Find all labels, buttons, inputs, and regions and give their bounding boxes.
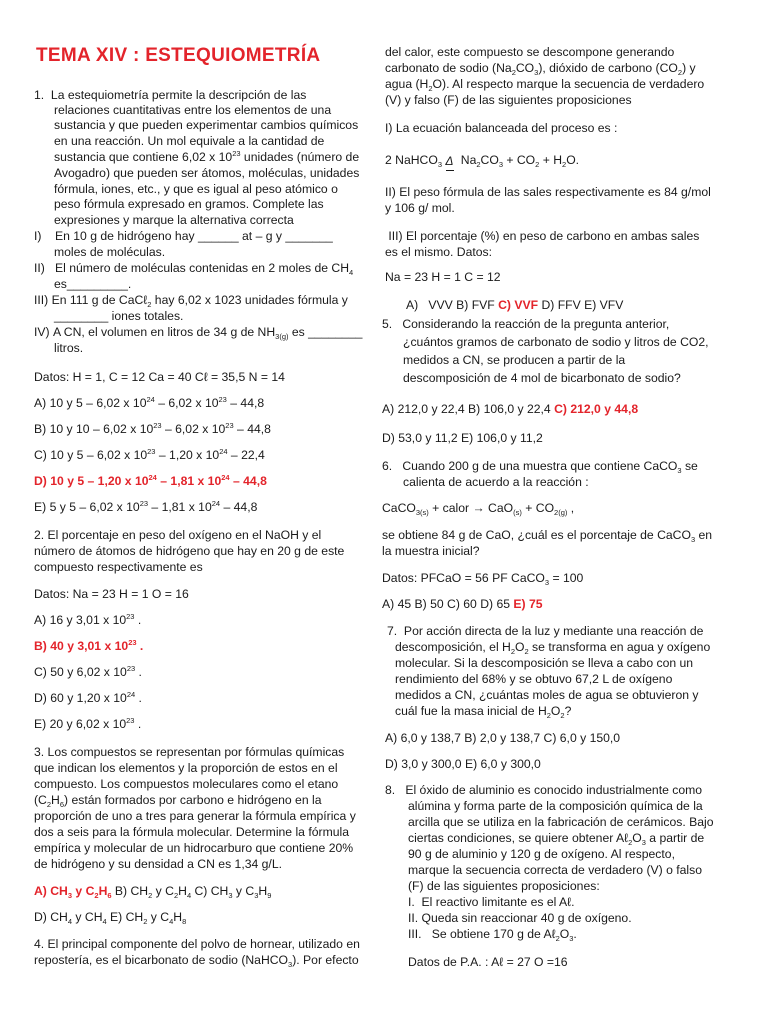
left-text-line: Datos: H = 1, C = 12 Ca = 40 Cℓ = 35,5 N = 14 <box>34 370 285 384</box>
left-text-line: Avogadro) que pueden ser átomos, moléculas, unidades <box>54 166 360 180</box>
left-text-line: 4. El principal componente del polvo de hornear, utilizado en <box>34 937 360 951</box>
left-text-line: B) 40 y 3,01 x $10^{23}$ . <box>34 638 144 653</box>
right-text-line: medidos a CN, se producen a partir de la <box>403 353 626 367</box>
right-text-line: descomposición de 4 mol de bicarbonato de sodio? <box>403 371 681 385</box>
right-text-line: rendimiento del 68% y se obtuvo 67,2 L de oxígeno <box>395 672 673 686</box>
right-text-line: Datos de P.A. : Aℓ = 27 O =16 <box>408 955 568 969</box>
left-text-line: de hidrógeno y su densidad a CN es 1,34 g/L. <box>34 857 282 871</box>
left-text-line: C) 10 y 5 – 6,02 x $10^{23} - 1,20$ x $10^{24} - 22,4$ <box>34 447 265 462</box>
right-text-line: 6. Cuando 200 g de una muestra que contiene CaCO$_3$ se <box>382 459 698 475</box>
right-text-line: I. El reactivo limitante es el Aℓ. <box>408 895 575 909</box>
left-text-line: es_________. <box>54 277 132 291</box>
left-text-line: que indican los elementos y la proporción de estos en el <box>34 761 338 775</box>
right-text-line: Na = 23 H = 1 C = 12 <box>385 270 501 284</box>
right-text-line: agua $(H_2O)$. Al respecto marque la secuencia de verdadero <box>385 77 705 93</box>
left-text-line: D) 10 y 5 – 1,20 x $10^{24} - 1,81$ x $10^{24} - 44,8$ <box>34 473 267 488</box>
right-text-line: carbonato de sodio $(Na_2CO_3)$, dióxido de carbono $(CO_2)$ y <box>385 61 696 77</box>
right-text-line: arcilla que se utiliza en la fabricación de cerámicos. Bajo <box>408 815 714 829</box>
left-text-line: proporción de uno a tres para generar la fórmula empírica y <box>34 809 356 823</box>
page-title: TEMA XIV : ESTEQUIOMETRÍA <box>36 45 321 66</box>
left-text-line: sustancia y que pueden experimentar cambios químicos <box>54 118 359 132</box>
right-text-line: marque la secuencia correcta de verdadero (V) o falso <box>408 863 703 877</box>
left-text-line: relaciones cuantitativas entre los elementos de una <box>54 103 332 117</box>
right-text-line: A) 45 B) 50 C) 60 D) 65 E) 75 <box>382 597 543 611</box>
left-text-line: A) 16 y 3,01 x $10^{23}$ . <box>34 612 142 627</box>
left-text-line: expresiones y marque la alternativa correcta <box>54 213 294 227</box>
right-text-line: II. Queda sin reaccionar 40 g de oxígeno. <box>408 911 632 925</box>
left-text-line: compuesto respectivamente es <box>34 560 203 574</box>
right-text-line: la muestra inicial? <box>382 544 480 558</box>
left-text-line: $(C_2H_6)$ están formados por carbono e hidrógeno en la <box>34 793 322 809</box>
right-text-line: descomposición, el $H_2O_2$ se transforma en agua y oxígeno <box>395 640 711 656</box>
right-text-line: 7. Por acción directa de la luz y mediante una reacción de <box>387 624 704 638</box>
left-text-line: IV) A CN, el volumen en litros de 34 g de $NH_{3(g)}$ es ________ <box>34 325 363 341</box>
left-text-line: E) 20 y 6,02 x $10^{23}$ . <box>34 716 142 731</box>
left-text-line: 2. El porcentaje en peso del oxígeno en el NaOH y el <box>34 528 322 542</box>
right-text-line: ¿cuántos gramos de carbonato de sodio y litros de CO2, <box>403 335 709 349</box>
right-text-line: ciertas condiciones, se quiere obtener $A\ell_2O_3$ a partir de <box>408 831 705 847</box>
left-text-line: III) En 111 g de CaCℓ$_2$ hay 6,02 x 1023 unidades fórmula y <box>34 293 348 309</box>
left-text-line: D) 60 y 1,20 x $10^{24}$ . <box>34 690 142 705</box>
left-text-line: C) 50 y 6,02 x $10^{23}$ . <box>34 664 142 679</box>
left-text-line: en una reacción. Un mol equivale a la cantidad de <box>54 134 325 148</box>
right-text-line: y 106 g/ mol. <box>385 201 455 215</box>
left-text-line: dos a seis para la fórmula molecular. Determine la fórmula <box>34 825 349 839</box>
left-text-line: B) 10 y 10 – 6,02 x $10^{23} - 6,02$ x $10^{23} - 44,8$ <box>34 421 271 436</box>
right-text-line: cuál fue la masa inicial de $H_2O_2$? <box>395 704 572 720</box>
right-text-line: del calor, este compuesto se descompone generando <box>385 45 675 59</box>
right-text-line: 8. El óxido de aluminio es conocido industrialmente como <box>385 783 703 797</box>
right-text-line: I) La ecuación balanceada del proceso es : <box>385 121 618 135</box>
left-text-line: II) El número de moléculas contenidas en 2 moles de $CH_4$ <box>34 261 354 277</box>
right-text-line: II) El peso fórmula de las sales respectivamente es 84 g/mol <box>385 185 711 199</box>
right-text-line: A) 6,0 y 138,7 B) 2,0 y 138,7 C) 6,0 y 150,0 <box>385 731 621 745</box>
right-text-line: (V) y falso (F) de las siguientes proposiciones <box>385 93 632 107</box>
left-text-line: ________ iones totales. <box>54 309 184 323</box>
right-text-line: 2 NaHCO$_3$ Δ $Na_2CO_3 + CO_2 + H_2O$. <box>385 153 580 169</box>
right-text-line: 90 g de aluminio y 120 g de oxígeno. Al respecto, <box>408 847 675 861</box>
left-text-line: Datos: Na = 23 H = 1 O = 16 <box>34 587 189 601</box>
left-text-line: D) $CH_4$ y $CH_4$ E) $CH_2$ y $C_4H_8$ <box>34 910 187 926</box>
left-text-line: A) $CH_3$ y $C_2H_6$ B) $CH_2$ y $C_2H_4$ C) $CH_3$ y $C_3H_9$ <box>34 884 272 900</box>
right-text-line: (F) de las siguientes proposiciones: <box>408 879 600 893</box>
right-text-line: alúmina y forma parte de la composición química de la <box>408 799 703 813</box>
right-text-line: A) 212,0 y 22,4 B) 106,0 y 22,4 C) 212,0 y 44,8 <box>382 402 639 416</box>
right-text-line: molecular. Si la descomposición se lleva a cabo con un <box>395 656 694 670</box>
right-text-line: D) 53,0 y 11,2 E) 106,0 y 11,2 <box>382 431 543 445</box>
right-text-line: es el mismo. Datos: <box>385 245 493 259</box>
left-text-line: 1. La estequiometría permite la descripción de las <box>34 88 307 102</box>
left-text-line: A) 10 y 5 – 6,02 x $10^{24} - 6,02$ x $10^{23} - 44,8$ <box>34 395 265 410</box>
left-text-line: I) En 10 g de hidrógeno hay ______ at – g y _______ <box>34 229 333 243</box>
right-text-line: medidos a CN, ¿cuántas moles de agua se obtuvieron y <box>395 688 699 702</box>
right-text-line: CaCO$_{3(s)}$ + calor → $CaO_{(s)} + CO_{2(g)}$ , <box>382 501 575 517</box>
left-text-line: moles de moléculas. <box>54 245 166 259</box>
left-text-line: repostería, es el bicarbonato de sodio (NaHCO$_3$). Por efecto <box>34 953 359 969</box>
left-text-line: número de átomos de hidrógeno que hay en 20 g de este <box>34 544 345 558</box>
right-text-line: 5. Considerando la reacción de la pregunta anterior, <box>382 317 670 331</box>
right-text-line: se obtiene 84 g de CaO, ¿cuál es el porcentaje de CaCO$_3$ en <box>382 528 713 544</box>
right-text-line: D) 3,0 y 300,0 E) 6,0 y 300,0 <box>385 757 541 771</box>
left-text-line: peso fórmula expresado en gramos. Complete las <box>54 197 324 211</box>
left-text-line: empírica y molecular de un hidrocarburo que contiene 20% <box>34 841 354 855</box>
right-text-line: A) VVV B) FVF C) VVF D) FFV E) VFV <box>406 298 624 312</box>
right-text-line: III. Se obtiene 170 g de $A\ell_2O_3$. <box>408 927 577 943</box>
left-text-line: compuesto. Los compuestos moleculares como el etano <box>34 777 339 791</box>
left-text-line: sustancia que contiene 6,02 x $10^{23}$ unidades (número de <box>54 149 360 164</box>
left-text-line: fórmula, iones, etc., y que es igual al peso atómico o <box>54 182 338 196</box>
right-text-line: III) El porcentaje (%) en peso de carbono en ambas sales <box>385 229 700 243</box>
right-text-line: calienta de acuerdo a la reacción : <box>403 475 589 489</box>
left-text-line: 3. Los compuestos se representan por fórmulas químicas <box>34 745 345 759</box>
left-text-line: litros. <box>54 341 84 355</box>
left-text-line: E) 5 y 5 – 6,02 x $10^{23} - 1,81$ x $10^{24} - 44,8$ <box>34 499 258 514</box>
right-text-line: Datos: PFCaO = 56 PF CaCO$_3$ = 100 <box>382 571 584 587</box>
